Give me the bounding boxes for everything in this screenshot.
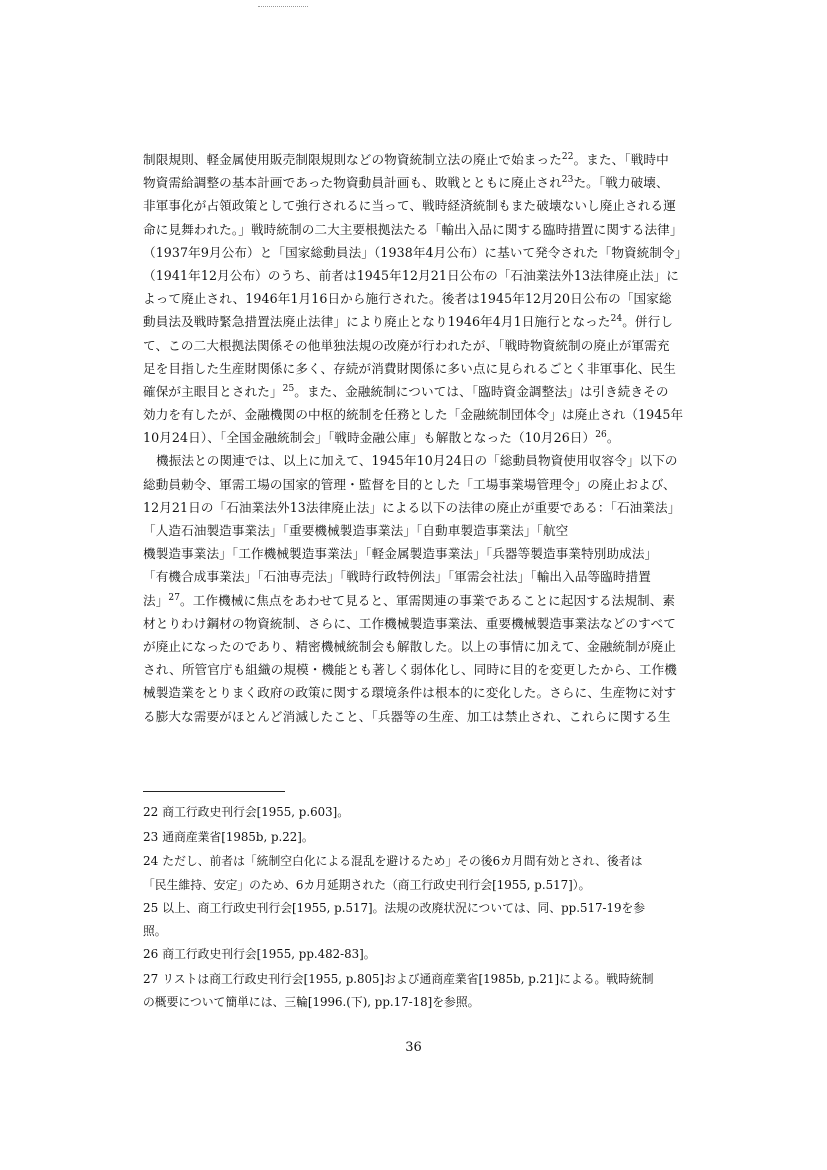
footnote-line [143, 800, 713, 825]
footnote-text: 商工行政史刊行会[1955, p.603]。 [162, 805, 349, 819]
text-line [143, 542, 713, 565]
footnote-line [143, 942, 713, 967]
text-line-content: 機振法との関連では、以上に加えて、1945年10月24日の「総動員物資使用収容令」以下の [156, 453, 678, 469]
footnote-reference: 27 [168, 592, 181, 603]
text-line [143, 635, 713, 658]
text-line-tail: 。また、「戦時中 [573, 152, 669, 167]
text-line-content: 効力を有したが、金融機関の中枢的統制を任務とした「金融統制団体令」は廃止され（1945年 [143, 407, 684, 423]
text-line-content: 命に見舞われた。」戦時統制の二大主要根拠法たる「輸出入品に関する臨時措置に関する法律」 [143, 221, 683, 237]
body-text [143, 148, 713, 728]
text-line-content: （1941年12月公布）のうち、前者は1945年12月21日公布の「石油業法外13法律廃止法」に [143, 267, 679, 283]
footnote-number: 26 [143, 947, 159, 961]
text-line-content: 機製造事業法」「工作機械製造事業法」「軽金属製造事業法」「兵器等製造事業特別助成法」 [143, 546, 658, 562]
footnote-number: 22 [143, 805, 159, 819]
text-line-content: 材とりわけ鋼材の物資統制、さらに、工作機械製造事業法、重要機械製造事業法などのすべて [143, 615, 676, 631]
footnote-text: の概要について簡単には、三輪[1996.(下), pp.17-18]を参照。 [143, 995, 480, 1009]
footnote-number: 24 [143, 854, 159, 868]
footnote-reference: 26 [595, 430, 607, 441]
text-line [143, 449, 713, 472]
text-line [143, 589, 713, 612]
footnote-rule [143, 791, 285, 792]
footnote-line [143, 991, 713, 1013]
text-line [143, 310, 713, 333]
text-line-content: 制限規則、軽金属使用販売制限規則などの物資統制立法の廃止で始まった [143, 152, 562, 167]
text-line-tail: 。 [606, 430, 620, 446]
text-line [143, 658, 713, 681]
text-line [143, 473, 713, 496]
footnote-line [143, 849, 713, 874]
text-line-content: され、所管官庁も組織の規模・機能とも著しく弱体化し、同時に目的を変更したから、工作機 [143, 662, 677, 678]
text-line [143, 218, 713, 241]
top-edge-mark [258, 0, 308, 7]
text-line [143, 565, 713, 588]
page-number: 36 [405, 1040, 422, 1055]
footnote-number: 25 [143, 900, 159, 915]
footnote-text: 通商産業省[1985b, p.22]。 [162, 829, 314, 844]
footnote-line [143, 967, 713, 992]
footnote-text: 商工行政史刊行会[1955, pp.482-83]。 [162, 947, 376, 961]
footnote-line [143, 874, 713, 896]
text-line-content: 「有機合成事業法」「石油専売法」「戦時行政特例法」「軍需会社法」「輸出入品等臨時措置 [143, 569, 651, 585]
footnote-text: 照。 [143, 924, 167, 938]
text-line-content: 12月21日の「石油業法外13法律廃止法」による以下の法律の廃止が重要である：「石油業法」 [143, 499, 681, 515]
footnote-reference: 24 [610, 314, 623, 325]
footnote-text: 「民生維持、安定」のため、6カ月延期された（商工行政史刊行会[1955, p.517]）。 [143, 877, 591, 892]
text-line-content: る膨大な需要がほとんど消滅したこと、「兵器等の生産、加工は禁止され、これらに関する生 [143, 708, 671, 724]
text-line [143, 426, 713, 449]
text-line-tail: 。また、金融統制については、「臨時資金調整法」は引き続きその [294, 383, 669, 399]
footnote-reference: 23 [561, 175, 574, 185]
footnote-line [143, 920, 713, 942]
footnote-text: リストは商工行政史刊行会[1955, p.805]および通商産業省[1985b, p.21]による。戦時統制 [162, 971, 654, 986]
text-line [143, 612, 713, 635]
text-line-content: て、この二大根拠法関係その他単独法規の改廃が行われたが、「戦時物資統制の廃止が軍需充 [143, 337, 670, 353]
text-line-content: 法」 [143, 592, 169, 608]
footnote-number: 23 [143, 829, 159, 844]
text-line [143, 287, 713, 310]
text-line-content: 「人造石油製造事業法」「重要機械製造事業法」「自動車製造事業法」「航空 [143, 523, 569, 538]
text-line [143, 496, 713, 519]
text-line [143, 705, 713, 728]
text-line [143, 380, 713, 403]
text-line [143, 519, 713, 542]
footnote-reference: 25 [282, 383, 295, 394]
footnote-reference: 22 [561, 151, 574, 162]
text-line [143, 194, 713, 217]
footnote-line [143, 896, 713, 921]
text-line-content: 械製造業をとりまく政府の政策に関する環境条件は根本的に変化した。さらに、生産物に対す [143, 685, 677, 701]
text-line-tail: 。併行し [622, 314, 674, 330]
footnote-text: 以上、商工行政史刊行会[1955, p.517]。法規の改廃状況については、同、pp.517-19を参 [162, 900, 646, 915]
text-line [143, 334, 713, 357]
text-line-content: 10月24日）、「全国金融統制会」「戦時金融公庫」も解散となった（10月26日） [143, 430, 596, 446]
text-line-content: 物資需給調整の基本計画であった物資動員計画も、敗戦とともに廃止され [143, 175, 562, 191]
footnote-line [143, 825, 713, 850]
footnote-text: ただし、前者は「統制空白化による混乱を避けるため」その後6カ月間有効とされ、後者は [162, 854, 643, 868]
text-line [143, 171, 713, 194]
text-line-content: が廃止になったのであり、精密機械統制会も解散した。以上の事情に加えて、金融統制が廃止 [143, 638, 676, 654]
text-line-content: 確保が主眼目とされた」 [143, 383, 283, 399]
text-line-content: 非軍事化が占領政策として強行されるに当って、戦時経済統制もまた破壊ないし廃止される運 [143, 198, 676, 214]
text-line-content: よって廃止され、1946年1月16日から施行された。後者は1945年12月20日公布の「国家総 [143, 291, 672, 307]
footnote-number: 27 [143, 971, 159, 986]
footnotes [143, 800, 713, 1013]
text-line [143, 681, 713, 704]
text-line-tail: た。「戦力破壊、 [573, 175, 669, 191]
text-line-tail: 。工作機械に焦点をあわせて見ると、軍需関連の事業であることに起因する法規制、素 [180, 592, 676, 608]
text-line-content: 動員法及戦時緊急措置法廃止法律」により廃止となり1946年4月1日施行となった [143, 314, 611, 330]
text-line [143, 148, 713, 171]
text-line [143, 403, 713, 426]
text-line [143, 241, 713, 264]
text-line-content: 足を目指した生産財関係に多く、存続が消費財関係に多い点に見られるごとく非軍事化、民生 [143, 360, 676, 376]
text-line [143, 357, 713, 380]
text-line-content: （1937年9月公布）と「国家総動員法」（1938年4月公布）に基いて発令された「物資統制令」 [143, 244, 688, 260]
text-line-content: 総動員勅令、軍需工場の国家的管理・監督を目的とした「工場事業場管理令」の廃止および、 [143, 476, 676, 492]
text-line [143, 264, 713, 287]
